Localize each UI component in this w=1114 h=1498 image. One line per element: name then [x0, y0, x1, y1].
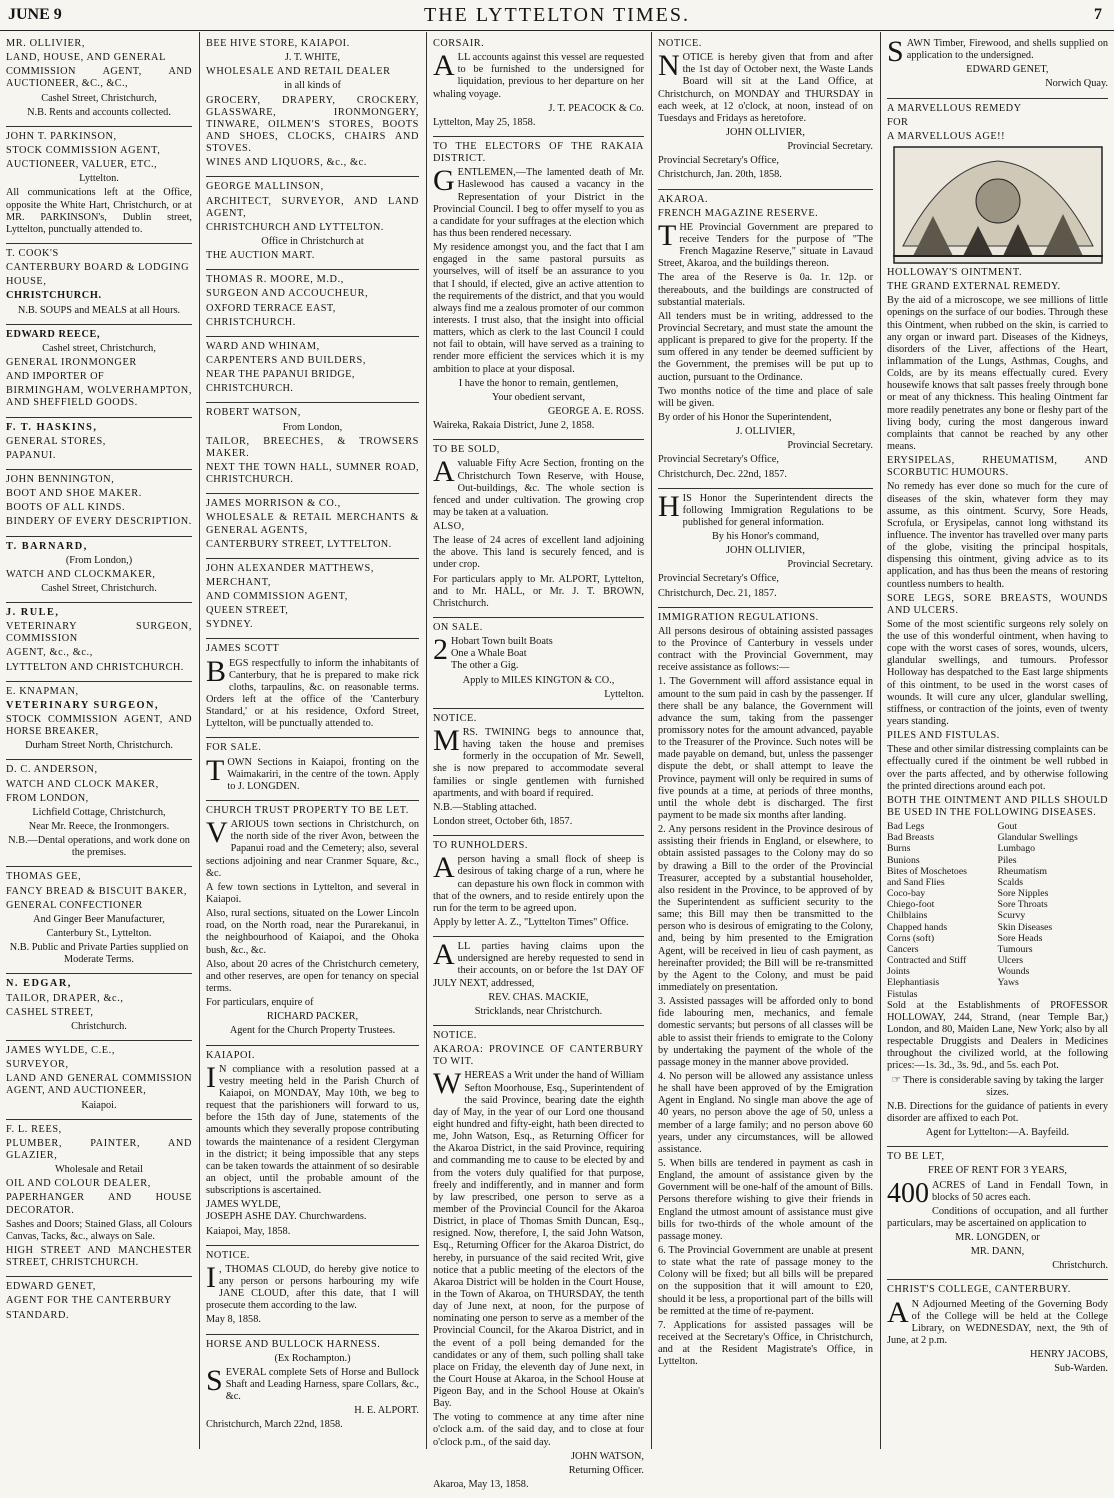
ad-genet-timber: SAWN Timber, Firewood, and shells supplied on application to the undersigned. EDWARD GENET, Norwich Quay. [887, 34, 1108, 99]
ad-cook: T. COOK'S CANTERBURY BOARD & LODGING HOUSE, CHRISTCHURCH. N.B. SOUPS and MEALS at all Hours. [6, 244, 192, 325]
ad-gee: THOMAS GEE, FANCY BREAD & BISCUIT BAKER, GENERAL CONFECTIONER And Ginger Beer Manufacturer, Canterbury St., Lyttelton. N.B. Public and Private Parties supplied on Moderate Terms. [6, 867, 192, 974]
ad-runholders: TO RUNHOLDERS. Aperson having a small flock of sheep is desirous of taking charge of a run, where he can depasture his own flock in common with that of the owners, and to reside entirely upon the run for the term to be agreed upon. Apply by letter A. Z., "Lyttelton Times" Office. [433, 836, 644, 937]
ad-ward-whinam: WARD AND WHINAM, CARPENTERS AND BUILDERS, NEAR THE PAPANUI BRIDGE, CHRISTCHURCH. [206, 337, 419, 404]
engraving-illustration [893, 146, 1103, 264]
ad-bee-hive-store: BEE HIVE STORE, KAIAPOI. J. T. WHITE, WHOLESALE AND RETAIL DEALER in all kinds of GROCERY, DRAPERY, CROCKERY, GLASSWARE, IRONMONGERY, TINWARE, OILMEN'S STORES, BOOTS AND SHOES, CLOCKS, CHAIRS AND STOVES. WINES AND LIQUORS, &c., &c. [206, 34, 419, 177]
page-number: 7 [1094, 6, 1102, 23]
column-2 [200, 32, 425, 1449]
ad-immigration-regulations: IMMIGRATION REGULATIONS. All persons desirous of obtaining assisted passages to the Province of Canterbury in vessels under contract with the Provincial Government, may receive assistance as follows:— 1. The Government will afford assistance equal in amount to the sum paid in cash by the passenger. If there shall be any balance, the Government will advance the sum, taking from the passenger promissory notes for the amount advanced, payable to the Treasurer of the Province. Such notes will be made payable on demand, but, unless the passenger dispute the debt, or shall attempt to leave the Province, payment will only be required in sums of five pounds at a time, at periods of three months, until the whole debt is discharged. The first payment to be made six months after landing. 2. Any persons resident in the Province desirous of assisting their friends in England, or elsewhere, to obtain assisted passages to the Colony may do so by drawing a Bill to the order of the Provincial Treasurer, accepted by a substantial householder, also resident in the Province, to be approved of by the Superintendent as sufficient security to the same; this Bill may then be transmitted to the person who is desirous of emigrating to the Colony, and, being by him presented to the Emigration Agent, will be received in lieu of cash payment, as hereinafter provided; the Bill will be re-transmitted by the Agent to the Colony, and must be paid immediately on presentation. 3. Assisted passages will be afforded only to bond fide labouring men, mechanics, and female domestic servants; but persons of all classes will be able to assist their friends to emigrate to the Colony by undertaking the payment of the whole of the passage money in the manner above provided. 4. No person will be allowed any assistance unless he shall have been approved of by the Emigration Agent in England. No single man above the age of 40 years, no person above the age of 50, unless a member of a large family; and no person above 60 years, under any circumstances, will be allowed assistance. 5. When bills are tendered in payment as cash in England, the amount of assistance given by the Government will be one-half of the amount of Bills. Persons therefore wishing to give their friends in England the utmost amount of assistance must give bills for two-thirds of the whole amount of the passage money. 6. The Provincial Government are unable at present to state what the rate of passage money to the Colony will be fixed; but all bills will be prepared on the supposition that it will amount to £20, should it be less, a proportional part of the bills will be remitted at the time of re-payment. 7. Applications for assisted passages will be received at the Secretary's Office, in Christchurch, and at the Resident Magistrate's Office, in Lyttelton. [658, 611, 873, 1368]
ad-anderson: D. C. ANDERSON, WATCH AND CLOCK MAKER, FROM LONDON, Lichfield Cottage, Christchurch, Near Mr. Reece, the Ironmongers. N.B.—Dental operations, and work done on the premises. [6, 760, 192, 867]
newspaper-title: THE LYTTELTON TIMES. [424, 4, 690, 26]
column-4 [652, 32, 879, 1449]
ad-matthews: JOHN ALEXANDER MATTHEWS, MERCHANT, AND COMMISSION AGENT, QUEEN STREET, SYDNEY. [206, 559, 419, 640]
ad-watson: ROBERT WATSON, From London, TAILOR, BREECHES, & TROWSERS MAKER. NEXT THE TOWN HALL, SUMNER ROAD, CHRISTCHURCH. [206, 403, 419, 494]
ad-morrison: JAMES MORRISON & CO., WHOLESALE & RETAIL MERCHANTS & GENERAL AGENTS, CANTERBURY STREET, LYTTELTON. [206, 494, 419, 559]
ad-knapman: E. KNAPMAN, VETERINARY SURGEON, STOCK COMMISSION AGENT, AND HORSE BREAKER, Durham Street North, Christchurch. [6, 682, 192, 761]
ad-waste-lands-notice: NOTICE. NOTICE is hereby given that from and after the 1st day of October next, the Waste Lands Board will sit at the Land Office, at Christchurch, on MONDAY and THURSDAY in each week, at 12 o'clock, at noon, instead of on Tuesdays and Fridays as heretofore. JOHN OLLIVIER, Provincial Secretary. Provincial Secretary's Office, Christchurch, Jan. 20th, 1858. [658, 34, 873, 190]
ad-parkinson: JOHN T. PARKINSON, STOCK COMMISSION AGENT, AUCTIONEER, VALUER, ETC., Lyttelton. All communications left at the Office, opposite the White Hart, Christchurch, or at MR. PARKINSON's, Dublin street, Lyttelton, punctually attended to. [6, 127, 192, 244]
ad-to-be-sold: TO BE SOLD, Avaluable Fifty Acre Section, fronting on the Christchurch Town Reserve, with House, Out-buildings, &c. The whole section is fenced and under cultivation. The growing crop may be taken at a valuation. ALSO, The lease of 24 acres of excellent land adjoining the above. This land is securely fenced, and is under crop. For particulars apply to Mr. ALPORT, Lyttelton, and to Mr. HALL, or Mr. J. T. BROWN, Christchurch. [433, 440, 644, 618]
diseases-list: Bad Legs Bad Breasts Burns Bunions Bites of Moschetoes and Sand Flies Coco-bay Chiego-foot Chilblains Chapped hands Corns (soft) Cancers Contracted and Stiff Joints Elephantiasis Fistulas Gout Glandular Swellings Lumbago Piles Rheumatism Scalds Sore Nipples Sore Throats Scurvy Skin Diseases Sore Heads Tumours Ulcers Wounds Yaws [887, 821, 1078, 1000]
ad-bennington: JOHN BENNINGTON, BOOT AND SHOE MAKER. BOOTS OF ALL KINDS. BINDERY OF EVERY DESCRIPTION. [6, 470, 192, 537]
ad-wylde: JAMES WYLDE, C.E., SURVEYOR, LAND AND GENERAL COMMISSION AGENT, AND AUCTIONEER, Kaiapoi. [6, 1041, 192, 1120]
ad-rule: J. RULE, VETERINARY SURGEON, COMMISSION AGENT, &c., &c., LYTTELTON AND CHRISTCHURCH. [6, 603, 192, 682]
masthead [0, 0, 1114, 31]
ad-edgar: N. EDGAR, TAILOR, DRAPER, &c., CASHEL STREET, Christchurch. [6, 974, 192, 1041]
ad-rakaia-electors: TO THE ELECTORS OF THE RAKAIA DISTRICT. GENTLEMEN,—The lamented death of Mr. Haslewood has caused a vacancy in the Representation of your District in the Provincial Council. I beg to offer myself to you as a candidate for your suffrages at the election which has thus been rendered necessary. My residence amongst you, and the fact that I am engaged in the same pastoral pursuits as yourselves, will of itself be an assurance to you that I should, if elected, give an active attention to the requirements of the district, and that you would always find me a zealous promoter of our common interests. I trust also, that the insight into official matters, which as clerk to the last Council I could not fail to obtain, will have served as a training to render more efficient the services which it is my ambition to place at your disposal. I have the honor to remain, gentlemen, Your obedient servant, GEORGE A. E. ROSS. Waireka, Rakaia District, June 2, 1858. [433, 137, 644, 440]
ad-twining: NOTICE. MRS. TWINING begs to announce that, having taken the house and premises formerly in the occupation of Mr. Sewell, she is now prepared to accommodate several families or single gentlemen with furnished apartments, and with board if required. N.B.—Stabling attached. London street, October 6th, 1857. [433, 709, 644, 836]
ad-church-trust: CHURCH TRUST PROPERTY TO BE LET. VARIOUS town sections in Christchurch, on the north side of the river Avon, between the Papanui road and the Cemetery; also, several sections adjoining and near Cranmer Square, &c., &c. A few town sections in Lyttelton, and several in Kaiapoi. Also, rural sections, situated on the Lower Lincoln road, on the North road, near the Purarekanui, in the neighbourhood of Kaiapoi, and the Ohoka bush, &c., &c. Also, about 20 acres of the Christchurch cemetery, and other reserves, are open for tenancy on special terms. For particulars, enquire of RICHARD PACKER, Agent for the Church Property Trustees. [206, 801, 419, 1046]
ad-harness: HORSE AND BULLOCK HARNESS. (Ex Rochampton.) SEVERAL complete Sets of Horse and Bullock Shaft and Leading Harness, spare Collars, &c., &c. H. E. ALPORT. Christchurch, March 22nd, 1858. [206, 1338, 419, 1431]
ad-heading: MR. OLLIVIER, [6, 38, 86, 49]
ad-reece: EDWARD REECE, Cashel street, Christchurch, GENERAL IRONMONGER AND IMPORTER OF BIRMINGHAM, WOLVERHAMPTON, AND SHEFFIELD GOODS. [6, 325, 192, 418]
ad-barnard: T. BARNARD, (From London,) WATCH AND CLOCKMAKER, Cashel Street, Christchurch. [6, 537, 192, 604]
ad-haskins: F. T. HASKINS, GENERAL STORES, PAPANUI. [6, 418, 192, 470]
ad-scott: JAMES SCOTT BEGS respectfully to inform the inhabitants of Canterbury, that he is prepared to make rick cloths, tarpaulins, &c. on reasonable terms. Orders left at the office of the 'Canterbury Standard,' or at his residence, Oxford Street, Lyttelton, will be punctually attended to. [206, 639, 419, 738]
issue-date: JUNE 9 [8, 6, 62, 23]
columns [0, 32, 1114, 1491]
ad-corsair: CORSAIR. ALL accounts against this vessel are requested to be furnished to the undersigned for liquidation, previous to her departure on her whaling voyage. J. T. PEACOCK & Co. Lyttelton, May 25, 1858. [433, 34, 644, 137]
column-3 [427, 32, 650, 1491]
ad-french-magazine: AKAROA. FRENCH MAGAZINE RESERVE. THE Provincial Government are prepared to receive Tenders for the purpose of "The French Magazine Reserve," situate in Lavaud Street, Akaroa, and the buildings thereon. The area of the Reserve is 0a. 1r. 12p. or thereabouts, and the buildings are constructed of substantial materials. All tenders must be in writing, addressed to the Provincial Secretary, and must state the amount the applicant is prepared to give for the property. If the sum offered in any tender be deemed sufficient by the Government, the premises will be put up to auction, pursuant to the Ordinance. Two months notice of the time and place of sale will be given. By order of his Honor the Superintendent, J. OLLIVIER, Provincial Secretary. Provincial Secretary's Office, Christchurch, Dec. 22nd, 1857. [658, 190, 873, 489]
ad-rees: F. L. REES, PLUMBER, PAINTER, AND GLAZIER, Wholesale and Retail OIL AND COLOUR DEALER, PAPERHANGER AND HOUSE DECORATOR. Sashes and Doors; Stained Glass, all Colours Canvas, Tacks, &c., always on Sale. HIGH STREET AND MANCHESTER STREET, CHRISTCHURCH. [6, 1120, 192, 1278]
ad-mackie: ALL parties having claims upon the undersigned are hereby requested to send in their accounts, on or before the 1st DAY OF JULY NEXT, addressed, REV. CHAS. MACKIE, Stricklands, near Christchurch. [433, 937, 644, 1026]
ad-mallinson: GEORGE MALLINSON, ARCHITECT, SURVEYOR, AND LAND AGENT, CHRISTCHURCH AND LYTTELTON. Office in Christchurch at THE AUCTION MART. [206, 177, 419, 270]
ad-kaiapoi-vestry: KAIAPOI. I N compliance with a resolution passed at a vestry meeting held in the Parish Church of Kaiapoi, on MONDAY, May 10th, we beg to request that the parishioners will forward to us, before the 15th day of June, statements of the amounts which they severally propose contributing towards the maintenance of a resident Clergyman in the district; it being impossible that any steps can be taken towards the attainment of so desirable an object, until the probable amount of the subscriptions is ascertained. JAMES WYLDE, JOSEPH ASHE DAY. Churchwardens. Kaiapoi, May, 1858. [206, 1046, 419, 1246]
column-1 [0, 32, 198, 1449]
ad-genet-agent: EDWARD GENET, AGENT FOR THE CANTERBURY STANDARD. [6, 1281, 172, 1321]
ad-holloway-ointment: A MARVELLOUS REMEDY FOR A MARVELLOUS AGE!! HOLLOWAY'S OINTMENT. THE GRAND EXTERNAL REMEDY. By the aid of a microscope, we see millions of little openings on the surface of our bodies. Through these this Ointment, when rubbed on the skin, is carried to any organ or inward part. Diseases of the Kidneys, disorders of the Liver, affections of the Heart, inflammation of the Lungs, Asthmas, Coughs, and Colds, are by its means effectually cured. Every housewife knows that salt passes freely through bone or meat of any thickness. This healing Ointment far more readily penetrates any bone or fleshy part of the living body, curing the most dangerous inward complaints that cannot be reached by any other means. ERYSIPELAS, RHEUMATISM, AND SCORBUTIC HUMOURS. No remedy has ever done so much for the cure of diseases of the skin, whatever form they may assume, as this ointment. Scurvy, Sore Heads, Scrofula, or Erysipelas, cannot long withstand its influence. The inventor has travelled over many parts of the globe, visiting the principal hospitals, dispensing this ointment, giving advice as to its application, and has thus been the means of restoring countless numbers to health. SORE LEGS, SORE BREASTS, WOUNDS AND ULCERS. Some of the most scientific surgeons rely solely on the use of this wonderful ointment, when having to cope with the worst cases of sores, wounds, ulcers, glandular swellings, and tumours. Professor Holloway has despatched to the East large shipments of this ointment, to be used in the worst cases of wounds. It will cure any ulcer, glandular swelling, stiffness, or contraction of the joints, even of twenty years standing. PILES AND FISTULAS. These and other similar distressing complaints can be effectually cured if the ointment be well rubbed in over the parts affected, and by otherwise following the printed directions around each pot. BOTH THE OINTMENT AND PILLS SHOULD BE USED IN THE FOLLOWING DISEASES. Bad Legs Bad Breasts Burns Bunions Bites of Moschetoes and Sand Flies Coco-bay Chiego-foot Chilblains Chapped hands Corns (soft) Cancers Contracted and Stiff Joints Elephantiasis Fistulas Gout Glandular Swellings Lumbago Piles Rheumatism Scalds Sore Nipples Sore Throats Scurvy Skin Diseases Sore Heads Tumours Ulcers Wounds Yaws Sold at the Establishments of PROFESSOR HOLLOWAY, 244, Strand, (near Temple Bar,) London, and 80, Maiden Lane, New York; also by all respectable Druggists and Dealers in Medicines throughout the civilized world, at the following prices:—1s. 3d., 3s. 9d., and 5s. each Pot. ☞ There is considerable saving by taking the larger sizes. N.B. Directions for the guidance of patients in every disorder are affixed to each Pot. Agent for Lyttelton:—A. Bayfeild. [887, 99, 1108, 1148]
ad-to-be-let: TO BE LET, FREE OF RENT FOR 3 YEARS, 400 ACRES of Land in Fendall Town, in blocks of 50 acres each. Conditions of occupation, and all further particulars, may be ascertained on application to MR. LONGDEN, or MR. DANN, Christchurch. [887, 1147, 1108, 1280]
ad-moore: THOMAS R. MOORE, M.D., SURGEON AND ACCOUCHEUR, OXFORD TERRACE EAST, CHRISTCHURCH. [206, 270, 419, 337]
column-5 [881, 32, 1114, 1449]
ad-boats: ON SALE. 2 Hobart Town built Boats One a Whale Boat The other a Gig. Apply to MILES KINGTON & CO., Lyttelton. [433, 618, 644, 709]
ad-akaroa-writ: NOTICE. AKAROA: PROVINCE OF CANTERBURY TO WIT. WHEREAS a Writ under the hand of William Sefton Moorhouse, Esq., Superintendent of the said Province, bearing date the eighth day of May, in the year of our Lord one thousand eight hundred and fifty-eight, hath been directed to me, John Watson, Esq., as Returning Officer for the Akaroa District, in the said Province, requiring and commanding me to cause to be elected by and from the voters duly qualified for that purpose, freely and indifferently, and in manner and form by law prescribed, one person to serve as a member of the Provincial Council for the Akaroa District, in place of Thomas Smith Duncan, Esq., resigned. Now, therefore, I, the said John Watson, Esq., Returning Officer for the Akaroa District, do hereby, in pursuance of the said recited Writ, give notice that a public meeting of the electors of the Akaroa District will be holden in the Court House, in the Town of Akaroa, on THURSDAY, the tenth day of June next, at noon, for the purpose of nominating one person to serve as a member of the Provincial Council, for the Akaroa District, and in the event of a poll being demanded for the candidates or any of them, such polling shall take place on Friday, the eleventh day of June next, in the Court House at Akaroa, in the School House at Pigeon Bay, and in the School House at Okain's Bay. The voting to commence at any time after nine o'clock a.m. of the said day, and to close at four o'clock p.m., of the said day. JOHN WATSON, Returning Officer. Akaroa, May 13, 1858. [433, 1029, 644, 1491]
ad-ollivier: MR. OLLIVIER, LAND, HOUSE, AND GENERAL COMMISSION AGENT, AND AUCTIONEER, &C., &C., Cashel Street, Christchurch, N.B. Rents and accounts collected. [6, 34, 192, 127]
ad-for-sale-kaiapoi: FOR SALE. TOWN Sections in Kaiapoi, fronting on the Waimakariri, in the centre of the town. Apply to J. LONGDEN. [206, 738, 419, 801]
ad-immigration-directive: HIS Honor the Superintendent directs the following Immigration Regulations to be published for general information. By his Honor's command, JOHN OLLIVIER, Provincial Secretary. Provincial Secretary's Office, Christchurch, Dec. 21, 1857. [658, 489, 873, 608]
ad-christs-college: CHRIST'S COLLEGE, CANTERBURY. A N Adjourned Meeting of the Governing Body of the College will be held at the College Library, on WEDNESDAY, next, the 9th of June, at 2 p.m. HENRY JACOBS, Sub-Warden. [887, 1284, 1108, 1375]
ad-cloud-notice: NOTICE. I , THOMAS CLOUD, do hereby give notice to any person or persons harbouring my wife JANE CLOUD, after this date, that I will prosecute them according to the law. May 8, 1858. [206, 1246, 419, 1335]
